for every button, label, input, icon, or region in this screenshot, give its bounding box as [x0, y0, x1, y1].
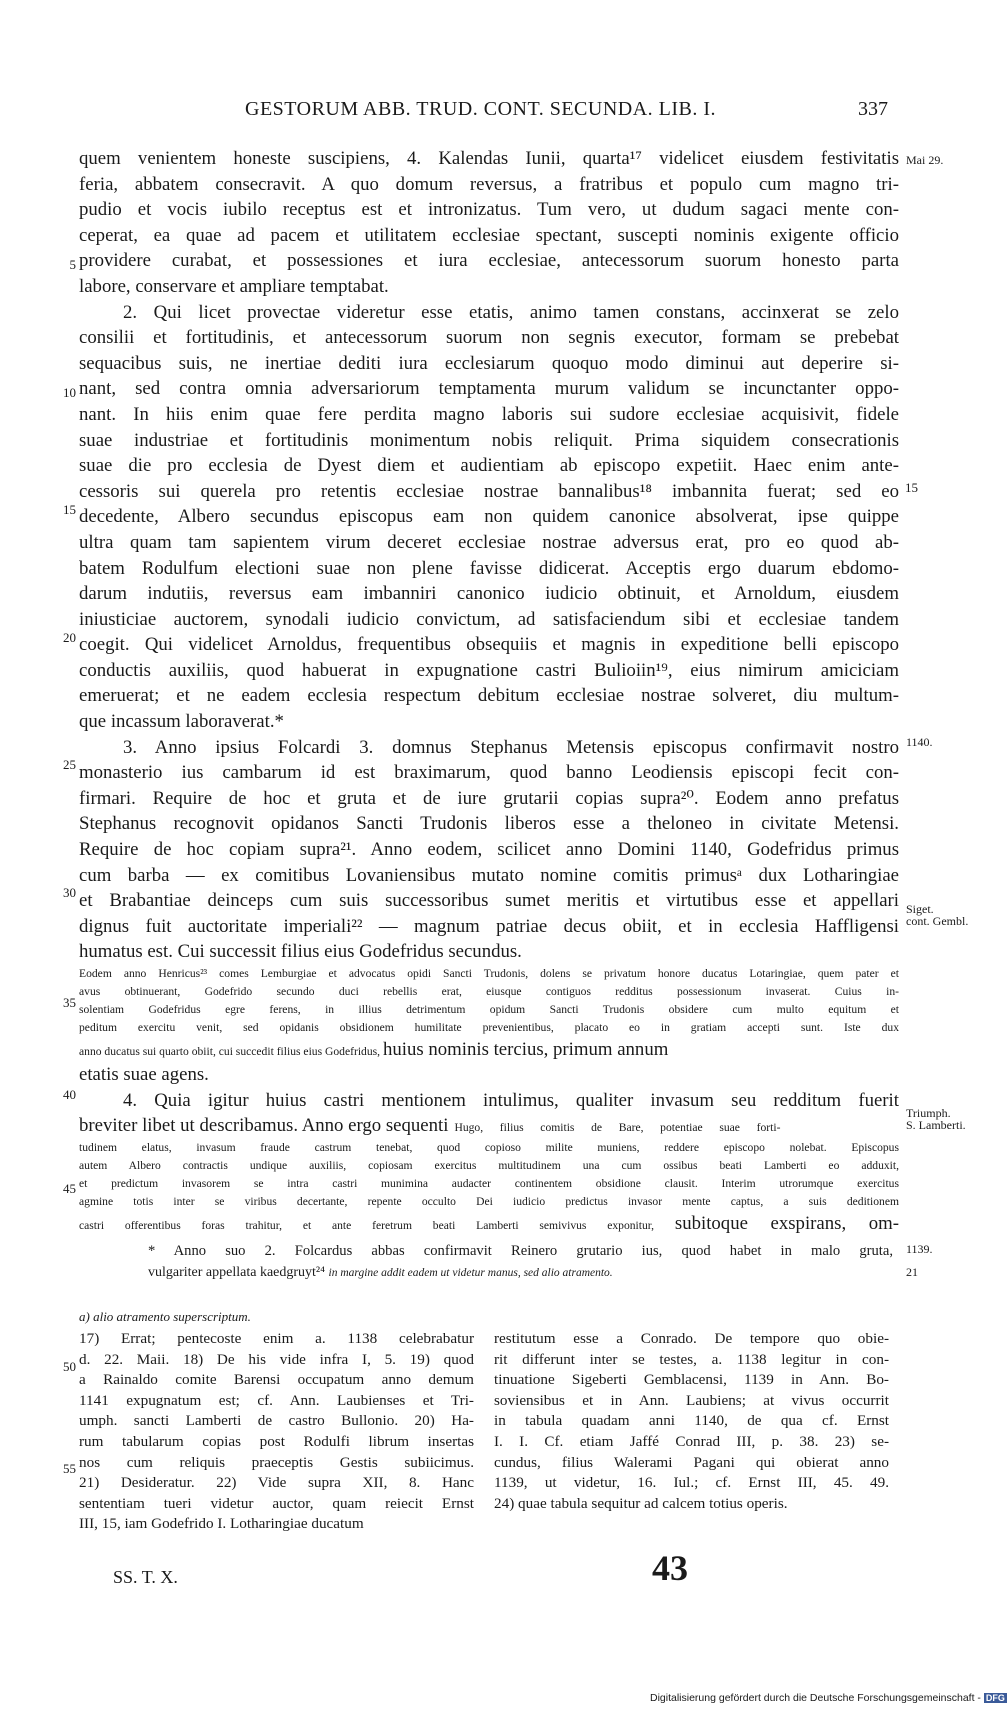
- footnote-line: I. I. Cf. etiam Jaffé Conrad III, p. 38. 23) se-: [494, 1432, 889, 1450]
- margin-source-1: Siget.: [906, 902, 934, 916]
- star-note-line: * Anno suo 2. Folcardus abbas confirmavit Reinero grutario ius, quod habet in malo gruta,: [148, 1243, 893, 1259]
- line-number: 40: [63, 1087, 76, 1102]
- text-line: providere curabat, et possessiones et iura ecclesiae, antecessorum suorum honesto parta: [79, 250, 899, 272]
- margin-right-number: 21: [906, 1265, 918, 1279]
- small-text: tudinem elatus, invasum fraude castrum tenebat, quod copioso milite muniens, reddere episcopo nolebat. Episcopus: [79, 1140, 899, 1154]
- line-number: 35: [63, 995, 76, 1010]
- running-header: [0, 98, 1000, 130]
- small-text-line: [454, 1119, 780, 1137]
- sheet-signature: 43: [652, 1548, 688, 1588]
- series-signature: SS. T. X.: [113, 1567, 178, 1587]
- small-text: et predictum invasorem se intra castri munimina audacter continentem obsidione clausit. Interim utrorumque exercitus: [79, 1176, 899, 1190]
- footnotes-right: [494, 1329, 889, 1514]
- footnote-line: III, 15, iam Godefrido I. Lotharingiae ducatum: [79, 1515, 364, 1533]
- text-line: suae industriae et fortitudinis monimentum nobis reliquit. Prima siquidem consecrationis: [79, 429, 899, 451]
- footnote-line: sententiam tueri videtur auctor, quam reiecit Ernst: [79, 1494, 474, 1512]
- footnote-line: 21) Desideratur. 22) Vide supra XII, 8. Hanc: [79, 1474, 474, 1492]
- text-line: 4. Quia igitur huius castri mentionem intulimus, qualiter invasum seu redditum fuerit: [123, 1089, 899, 1111]
- text-line: batem Rodulfum electioni suae non plene favisse didicerat. Acceptis ergo duarum ebdomo-: [79, 557, 899, 579]
- footnote-line: a Rainaldo comite Barensi occupatum anno demum: [79, 1371, 474, 1389]
- footnote-line: tinuatione Sigeberti Gemblacensi, 1139 in Ann. Bo-: [494, 1371, 889, 1389]
- margin-year-2: 1139.: [906, 1242, 933, 1256]
- text-line: ultra quam tam sapientem virum deceret ecclesiae nostrae adversus erat, pro eo quod ab-: [79, 531, 899, 553]
- line-number: 25: [63, 757, 76, 772]
- text-line: pudio et vocis iubilo receptus est et intronizatus. Tum vero, ut dudum sagaci mente con-: [79, 199, 899, 221]
- small-text-line: [79, 1175, 899, 1193]
- small-text-line: [79, 983, 899, 1001]
- small-text-line: [79, 1157, 899, 1175]
- line-number: 15: [63, 502, 76, 517]
- text-line: Require de hoc copiam supra²¹. Anno eodem, scilicet anno Domini 1140, Godefridus primus: [79, 839, 899, 861]
- footnotes-left: [79, 1329, 474, 1535]
- small-text-line: [79, 1001, 899, 1019]
- small-text: avus obtinuerant, Godefrido secundo duci rebellis erat, eiusque contiguos redditus possessionum invaserat. Cuius in-: [79, 984, 899, 998]
- small-text: autem Albero contractis undique auxiliis, copiosam exercitus multitudinem una cum ossibus beati Lamberti eo adduxit,: [79, 1158, 899, 1172]
- line-number: 45: [63, 1181, 76, 1196]
- text-line: Stephanus recognovit opidanos Sancti Trudonis liberos esse a theloneo in civitate Metensi.: [79, 813, 899, 835]
- text-line: suae die pro ecclesia de Dyest diem et audientiam ab episcopo expetiit. Haec enim ante-: [79, 455, 899, 477]
- small-text: peditum exercitu venit, sed opidanis obsidionem humilitate prevenientibus, placato eo in gratiam accepti sunt. Iste dux: [79, 1020, 899, 1034]
- footnote-line: 1141 expugnatum est; cf. Ann. Laubienses et Tri-: [79, 1391, 474, 1409]
- small-text-line: [79, 1193, 899, 1211]
- margin-date: Mai 29.: [906, 153, 944, 167]
- right-line-number: 15: [905, 480, 918, 495]
- line-number: 5: [69, 257, 76, 272]
- text-line: monasterio ius cambarum id est braximarum, quod banno Leodiensis episcopi fecit con-: [79, 762, 899, 784]
- small-text-line: [79, 1019, 899, 1037]
- text-line: iniusticiae auctorem, synodali iudicio convictum, ad satisfaciendum sibi et ecclesiae tandem: [79, 608, 899, 630]
- small-text-line: [79, 965, 899, 983]
- footnote-line: rum tabularum copias post Rodulfi librum insertas: [79, 1432, 474, 1450]
- footnote-line: 1139, ut videtur, 16. Iul.; cf. Ernst III, 45. 49.: [494, 1474, 889, 1492]
- text-line: conductis auxiliis, quod habuerat in expugnatione castri Bulioiin¹⁹, eius nimirum amiciciam: [79, 659, 899, 681]
- footnote-line: d. 22. Maii. 18) De his vide infra I, 5. 19) quod: [79, 1350, 474, 1368]
- line-number: 20: [63, 630, 76, 645]
- footnote-line: cundus, filius Walerami Pagani qui obierat anno: [494, 1453, 889, 1471]
- variant-note: a) alio atramento superscriptum.: [79, 1309, 251, 1324]
- text-line: quem venientem honeste suscipiens, 4. Kalendas Iunii, quarta¹⁷ videlicet eiusdem festivitatis: [79, 148, 899, 169]
- text-line: etatis suae agens.: [79, 1064, 209, 1086]
- small-text: Eodem anno Henricus²³ comes Lemburgiae et advocatus opidi Sancti Trudonis, dolens se privatum honore ducatus Lotaringiae, quem pater et: [79, 967, 899, 980]
- small-text-line: [79, 1139, 899, 1157]
- dfg-logo: DFG: [985, 1693, 1005, 1703]
- text-line: labore, conservare et ampliare temptabat.: [79, 275, 389, 297]
- margin-source-2: cont. Gembl.: [906, 914, 969, 928]
- text-line: coegit. Qui videlicet Arnoldus, frequentibus obsequiis et magnis in expeditione belli episcopo: [79, 634, 899, 656]
- text-line: breviter libet ut describamus. Anno ergo sequenti: [79, 1115, 449, 1137]
- small-text: Hugo, filius comitis de Bare, potentiae suae forti-: [454, 1121, 781, 1135]
- digitization-text: Digitalisierung gefördert durch die Deutsche Forschungsgemeinschaft -: [650, 1692, 981, 1704]
- star-note: [148, 1240, 893, 1284]
- text-line: decedente, Albero secundus episcopus eam non quidem canonice absolverat, ipse quippe: [79, 506, 899, 528]
- small-text: agmine totis inter se viribus decertante, repente occulto Dei iudicio predictus invasor mente captus, a suis deditionem: [79, 1194, 899, 1208]
- line-number: 55: [63, 1461, 76, 1476]
- digitization-notice: [650, 1692, 1005, 1708]
- star-note-italic: in margine addit eadem ut videtur manus, sed alio atramento.: [328, 1267, 613, 1279]
- text-line: que incassum laboraverat.*: [79, 711, 284, 733]
- page-number: 337: [858, 98, 888, 120]
- main-text: [79, 146, 899, 1236]
- text-line: 3. Anno ipsius Folcardi 3. domnus Stephanus Metensis episcopus confirmavit nostro: [123, 736, 899, 758]
- small-text-line: [79, 1211, 899, 1237]
- footnote-line: soviensibus et in Ann. Laubiens; at vivus occurrit: [494, 1391, 889, 1409]
- margin-source-3: Triumph.: [906, 1106, 951, 1120]
- margin-year: 1140.: [906, 735, 933, 749]
- text-line: ceperat, ea quae ad pacem et utilitatem ecclesiae spectant, suscepti nominis exigente officio: [79, 224, 899, 246]
- text-line: cessoris sui querela pro retentis ecclesiae nostrae bannalibus¹⁸ imbannita fuerat; sed eo: [79, 480, 899, 502]
- text-line: firmari. Require de hoc et gruta et de iure grutarii copias supra²⁰. Eodem anno prefatus: [79, 787, 899, 809]
- text-line: feria, abbatem consecravit. A quo domum reversus, a fratribus et populo cum magno tri-: [79, 173, 899, 195]
- footnote-line: rit differunt inter se testes, a. 1138 legitur in con-: [494, 1350, 889, 1368]
- footnote-line: umph. sancti Lamberti de castro Bullonio. 20) Ha-: [79, 1412, 474, 1430]
- footnote-line: 17) Errat; pentecoste enim a. 1138 celebrabatur: [79, 1330, 474, 1347]
- inline-text: subitoque exspirans, om-: [674, 1212, 899, 1234]
- text-line: nant, sed contra omnia adversariorum temptamenta murum validum se incunctanter oppo-: [79, 378, 899, 400]
- inline-text: huius nominis tercius, primum annum: [382, 1038, 669, 1060]
- footnote-line: in tabula quadam anni 1140, de qua cf. Ernst: [494, 1412, 889, 1430]
- text-line: 2. Qui licet provectae videretur esse etatis, animo tamen constans, accinxerat se zelo: [123, 301, 899, 323]
- text-line: sequacibus suis, ne inertiae dediti iura ecclesiarum quoquo modo diminui aut deperire si-: [79, 352, 899, 374]
- text-line: consilii et fortitudinis, et antecessorum suorum non segnis executor, formam se prebebat: [79, 327, 899, 349]
- small-text: anno ducatus sui quarto obiit, cui succedit filius eius Godefridus,: [79, 1044, 381, 1058]
- text-line: dignus fuit auctoritate imperiali²² — magnum patriae decus obiit, et in ecclesia Haffligensi: [79, 915, 899, 937]
- text-line: cum barba — ex comitibus Lovaniensibus mutato nomine comitis primusᵃ dux Lotharingiae: [79, 864, 899, 886]
- running-title: GESTORUM ABB. TRUD. CONT. SECUNDA. LIB. I.: [245, 98, 717, 120]
- small-text-line: [79, 1037, 899, 1063]
- star-note-line: vulgariter appellata kaedgruyt²⁴: [148, 1265, 326, 1280]
- text-line: emeruerat; et ne eadem ecclesia respectum debitum ecclesiae nostrae solveret, diu multum-: [79, 685, 899, 707]
- small-text: solentiam Godefridus egre ferens, in illius detrimentum opidum Sancti Trudonis obsidere cum multo equitum et: [79, 1002, 899, 1016]
- line-number: 50: [63, 1359, 76, 1374]
- footnote-line: 24) quae tabula sequitur ad calcem totius operis.: [494, 1494, 788, 1512]
- margin-source-4: S. Lamberti.: [906, 1118, 966, 1132]
- text-line: nant. In hiis enim quae fere perdita magno laboris sui sudore ecclesiae acquisivit, fidele: [79, 403, 899, 425]
- line-number: 10: [63, 385, 76, 400]
- line-number: 30: [63, 885, 76, 900]
- footnote-line: restitutum esse a Conrado. De tempore quo obie-: [494, 1330, 889, 1347]
- small-text: castri offerentibus foras trahitur, et ante feretrum beati Lamberti semivivus exponitur,: [79, 1218, 655, 1232]
- footnote-line: nos cum reliquis praeceptis Gestis subiicimus.: [79, 1453, 474, 1471]
- text-line: et Brabantiae deinceps cum suis successoribus sumet meritis et virtutibus esse et appellari: [79, 890, 899, 912]
- text-line: humatus est. Cui successit filius eius Godefridus secundus.: [79, 941, 522, 963]
- text-line: darum indutiis, reversus eam imbanniri canonico iudicio obtinuit, et Arnoldum, eiusdem: [79, 583, 899, 605]
